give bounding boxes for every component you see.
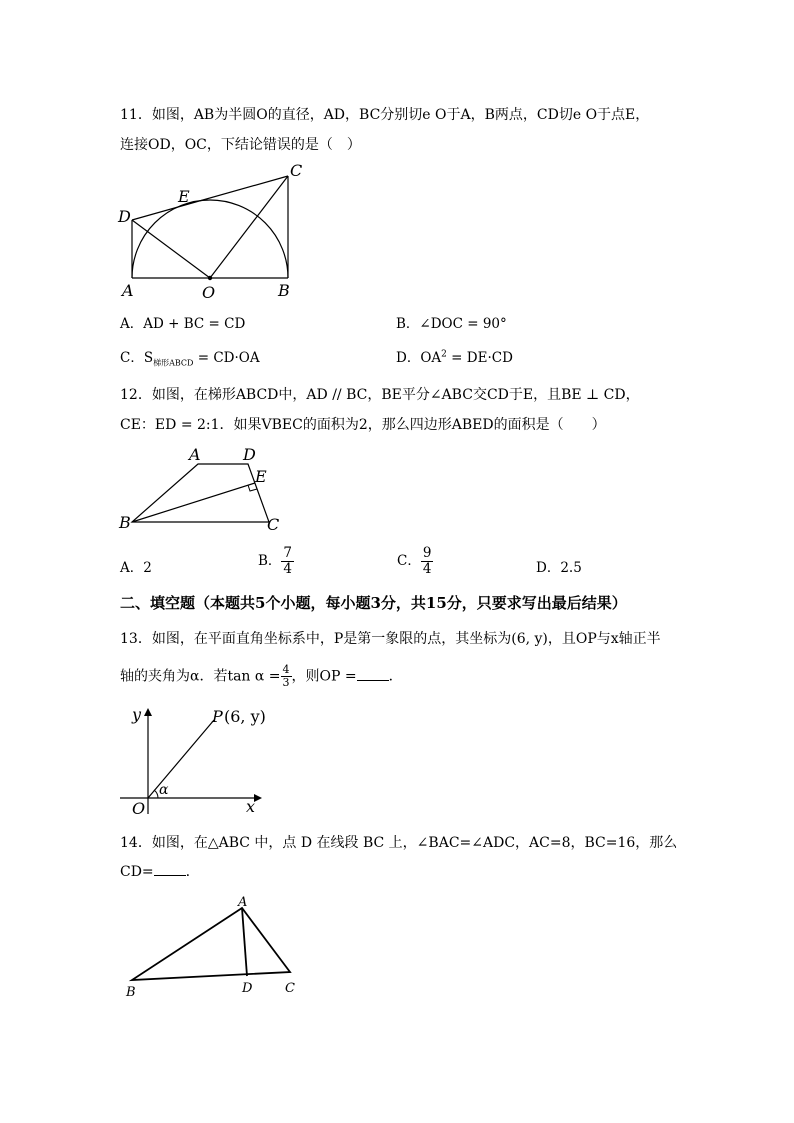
q11-option-b: B．∠DOC = 90° [396,316,507,332]
q11-option-c [120,346,260,369]
q12-option-c-denominator: 4 [422,560,432,577]
q13-fraction-numerator: 4 [282,663,290,676]
segment-oc [210,176,288,278]
q12-option-d: D．2.5 [536,560,582,576]
q12-option-b-denominator: 4 [283,560,293,577]
q14-line2-end: . [185,864,191,880]
q11-option-a: A．AD + BC = CD [120,316,246,332]
q11-line2: 连接OD，OC，下结论错误的是（ ） [120,137,361,153]
q11-figure [110,160,310,300]
q11-option-c-prefix: C．S [120,350,154,366]
x-axis-arrow [254,794,262,802]
q11-option-c-rest: = CD·OA [193,350,260,366]
label-d: D [118,207,131,226]
semicircle-arc [132,200,288,278]
q14-line2 [120,864,190,880]
label-b: B [119,513,131,532]
answer-blank[interactable] [154,865,186,876]
label-a: A [238,895,248,910]
y-axis-arrow [144,708,152,716]
label-o: O [202,283,216,302]
label-p: P [212,707,223,726]
label-o: O [132,799,146,818]
q12-line2: CE：ED = 2:1．如果VBEC的面积为2，那么四边形ABED的面积是（ ） [120,417,606,433]
q11-option-d [396,346,513,366]
label-c: C [290,161,303,180]
q12-line1: 12．如图，在梯形ABCD中，AD // BC，BE平分∠ABC交CD于E，且BE ⊥ CD， [120,387,640,403]
segment-be [132,483,255,522]
segment-ad [242,908,247,976]
label-alpha: α [159,782,169,798]
angle-arc [154,790,158,798]
label-a: A [189,445,201,464]
q11-option-c-subscript: 梯形ABCD [153,358,194,368]
q13-fraction-denominator: 3 [282,676,290,690]
q14-line2-prefix: CD= [120,864,154,880]
triangle-abc [132,908,290,980]
label-d: D [242,981,253,996]
q13-line2-prefix: 轴的夹角为α．若tan α = [120,668,281,685]
q12-option-b-numerator: 7 [283,545,293,561]
q14-figure [120,892,310,1002]
q12-option-c-numerator: 9 [422,545,432,561]
q11-line1: 11．如图，AB为半圆O的直径，AD，BC分别切e O于A，B两点，CD切e O于点E， [120,107,650,123]
q12-option-a: A．2 [120,560,152,576]
label-y: y [132,705,142,724]
q12-option-b-prefix: B． [258,552,282,569]
q13-line2-rest: ，则OP = [291,668,357,685]
q12-option-b [258,546,294,577]
segment-od [132,220,210,278]
q13-line2-end: ． [388,668,403,685]
segment-dc [132,176,288,220]
label-c: C [285,981,295,996]
q13-line1: 13．如图，在平面直角坐标系中，P是第一象限的点，其坐标为(6, y)，且OP与x轴正半 [120,631,661,647]
label-b: B [126,985,136,1000]
q12-figure [115,442,295,537]
trapezoid-abcd [132,464,269,522]
q12-option-c-prefix: C． [397,552,421,569]
q12-option-c [397,546,433,577]
q11-option-d-prefix: D．OA [396,350,442,366]
center-point [208,276,212,280]
q14-line1: 14．如图，在△ABC 中，点 D 在线段 BC 上，∠BAC=∠ADC，AC=8，BC=16，那么 [120,835,678,851]
label-x: x [246,797,256,816]
label-c: C [267,515,280,534]
q13-figure [112,702,282,817]
segment-op [148,720,214,798]
label-d: D [243,445,256,464]
label-e: E [178,187,190,206]
label-a: A [122,281,134,300]
label-b: B [278,281,290,300]
label-e: E [255,467,267,486]
q11-option-d-superscript: 2 [441,349,447,360]
label-p-coord: (6, y) [224,707,266,726]
q13-line2 [120,664,403,689]
answer-blank[interactable] [357,670,389,681]
q11-option-d-rest: = DE·CD [446,350,513,366]
section-heading: 二、填空题（本题共5个小题，每小题3分，共15分，只要求写出最后结果） [120,594,627,612]
